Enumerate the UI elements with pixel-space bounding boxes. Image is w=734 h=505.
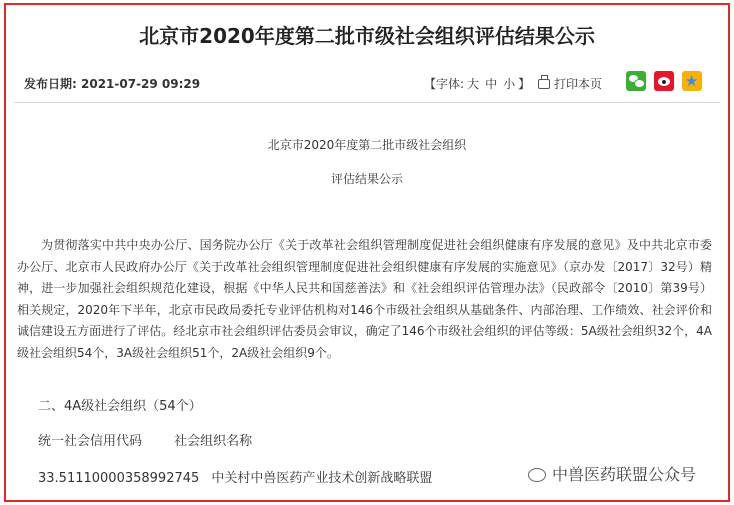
header-divider <box>14 102 720 103</box>
print-label: 打印本页 <box>554 77 603 91</box>
printer-icon <box>538 79 550 89</box>
wechat-icon[interactable] <box>626 71 646 91</box>
notice-heading-line2: 评估结果公示 <box>330 172 403 186</box>
watermark-text: 中兽医药联盟公众号 <box>552 465 697 484</box>
font-size-selector <box>424 75 530 92</box>
font-size-medium-link[interactable]: 中 <box>485 77 498 91</box>
notice-heading-line1: 北京市2020年度第二批市级社会组织 <box>267 138 467 152</box>
publish-date-label: 发布日期: <box>24 77 77 91</box>
section-heading: 二、4A级社会组织（54个） <box>38 399 202 414</box>
row-credit-code: 33.51110000358992745 <box>38 471 200 486</box>
font-size-end: 】 <box>518 77 531 91</box>
weibo-icon[interactable] <box>654 71 674 91</box>
print-button[interactable] <box>538 75 602 92</box>
font-size-label: 【字体: <box>424 77 465 91</box>
share-bar <box>626 71 706 91</box>
table-row <box>38 467 432 486</box>
meta-bar <box>24 70 714 96</box>
row-org-name: 中关村中兽医药产业技术创新战略联盟 <box>211 471 433 486</box>
page-title: 北京市2020年度第二批市级社会组织评估结果公示 <box>139 24 595 48</box>
col-org-name: 社会组织名称 <box>174 434 253 449</box>
publish-date <box>24 75 200 92</box>
qzone-icon[interactable]: ★ <box>682 71 702 91</box>
intro-paragraph: 为贯彻落实中共中央办公厅、国务院办公厅《关于改革社会组织管理制度促进社会组织健康有序发展的意见》及中共北京市委办公厅、北京市人民政府办公厅《关于改革社会组织管理制度促进社会组织健康有序发展的实施意见》（京办发〔2017〕32号）精神，进一步加强社会组织规范化建设，根据《中华人民共和国慈善法》和《社会组织评估管理办法》（民政部令〔2010〕第39号）相关规定，2020年下半年，北京市民政局委托专业评估机构对146个市级社会组织从基础条件、内部治理、工作绩效、社会评价和诚信建设五方面进行了评估。经北京市社会组织评估委员会审议，确定了146个市级社会组织的评估等级：5A级社会组织32个，4A级社会组织54个，3A级社会组织51个，2A级社会组织9个。 <box>17 238 712 360</box>
wechat-watermark-icon <box>528 468 546 482</box>
font-size-large-link[interactable]: 大 <box>467 77 480 91</box>
watermark <box>528 462 696 485</box>
col-credit-code: 统一社会信用代码 <box>38 434 143 449</box>
table-header <box>38 430 252 449</box>
publish-date-value: 2021-07-29 09:29 <box>81 77 201 91</box>
font-size-small-link[interactable]: 小 <box>503 77 516 91</box>
